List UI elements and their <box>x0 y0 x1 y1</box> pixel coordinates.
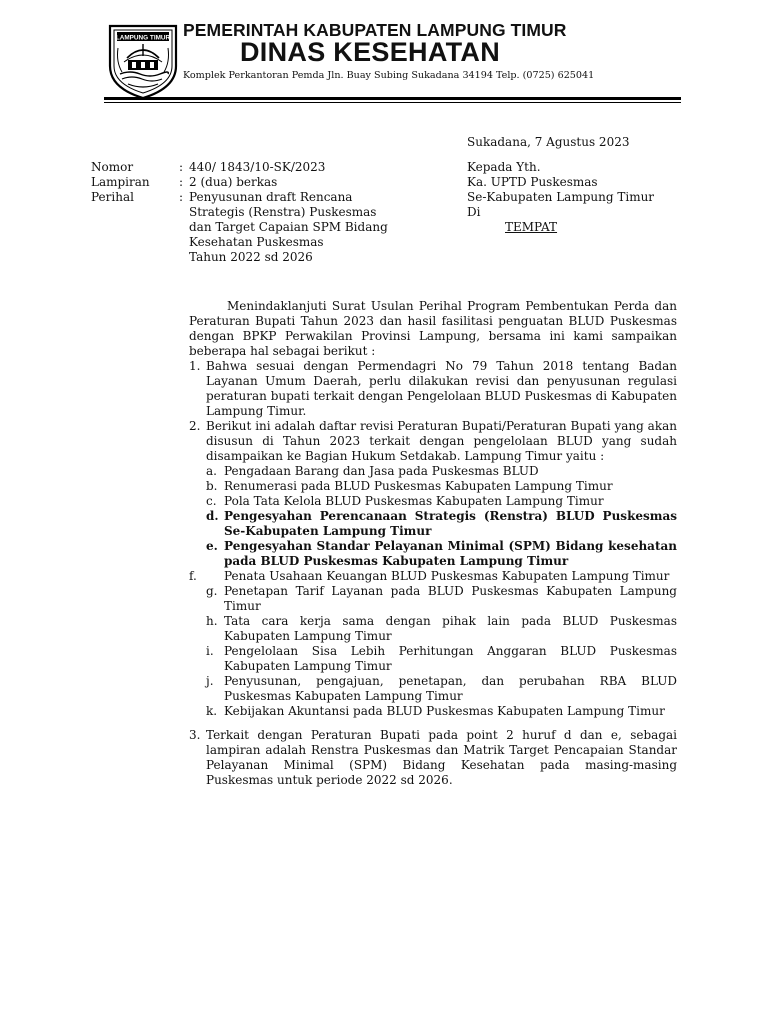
letterhead-agency-name: DINAS KESEHATAN <box>240 37 501 67</box>
list-item-text: Pola Tata Kelola BLUD Puskesmas Kabupaten Lampung Timur <box>224 494 604 508</box>
list-item-letter: g. <box>206 584 218 598</box>
meta-row-lampiran <box>91 175 411 190</box>
lampung-timur-emblem-icon <box>106 22 180 100</box>
list-item-text: Pengesyahan Perencanaan Strategis (Renstra) BLUD Puskesmas Se-Kabupaten Lampung Timur <box>224 509 677 538</box>
recipient-region: Se-Kabupaten Lampung Timur <box>467 190 655 204</box>
recipient-salutation: Kepada Yth. <box>467 160 541 174</box>
list-item-text: Penyusunan, pengajuan, penetapan, dan perubahan RBA BLUD Puskesmas Kabupaten Lampung Timur <box>224 674 677 703</box>
list-item <box>206 509 677 539</box>
list-item-letter: b. <box>206 479 218 493</box>
list-item-text: Tata cara kerja sama dengan pihak lain pada BLUD Puskesmas Kabupaten Lampung Timur <box>224 614 677 643</box>
recipient-place: TEMPAT <box>505 220 558 234</box>
meta-perihal-text: Penyusunan draft Rencana Strategis (Renstra) Puskesmas dan Target Capaian SPM Bidang Kesehatan Puskesmas <box>189 190 388 249</box>
meta-value <box>189 190 399 265</box>
recipient-di: Di <box>467 205 481 219</box>
list-item <box>206 704 677 719</box>
meta-key: Nomor <box>91 160 134 174</box>
list-item <box>206 584 677 614</box>
meta-key: Perihal <box>91 190 134 204</box>
meta-sep: : <box>179 160 184 174</box>
list-item-text: Penetapan Tarif Layanan pada BLUD Puskesmas Kabupaten Lampung Timur <box>224 584 677 613</box>
list-item <box>206 464 677 479</box>
point-text: Berikut ini adalah daftar revisi Peraturan Bupati/Peraturan Bupati yang akan disusun di Tahun 2023 terkait dengan pengelolaan BLUD yang sudah disampaikan ke Bagian Hukum Setdakab. Lampung Timur yaitu : <box>206 419 677 463</box>
letterhead-divider-thin <box>104 102 681 103</box>
point-2 <box>189 419 677 464</box>
point-1 <box>189 359 677 419</box>
list-item-letter: k. <box>206 704 218 718</box>
list-item-letter: e. <box>206 539 218 553</box>
list-item <box>206 674 677 704</box>
list-item-letter: c. <box>206 494 217 508</box>
point-number: 3. <box>189 728 201 742</box>
list-item-text: Pengadaan Barang dan Jasa pada Puskesmas BLUD <box>224 464 539 478</box>
list-item <box>206 539 677 569</box>
meta-sep: : <box>179 190 184 204</box>
letter-body <box>189 299 677 788</box>
list-item <box>206 479 677 494</box>
list-item-text: Kebijakan Akuntansi pada BLUD Puskesmas Kabupaten Lampung Timur <box>224 704 665 718</box>
list-item <box>206 644 677 674</box>
letterhead-divider-thick <box>104 97 681 100</box>
point-number: 2. <box>189 419 201 433</box>
list-item-text: Renumerasi pada BLUD Puskesmas Kabupaten Lampung Timur <box>224 479 613 493</box>
logo-banner-text: LAMPUNG TIMUR <box>115 34 171 42</box>
intro-paragraph: Menindaklanjuti Surat Usulan Perihal Program Pembentukan Perda dan Peraturan Bupati Tahun 2023 dan hasil fasilitasi penguatan BLUD Puskesmas dengan BPKP Perwakilan Provinsi Lampung, bersama ini kami sampaikan beberapa hal sebagai berikut : <box>189 299 677 358</box>
letter-date: Sukadana, 7 Agustus 2023 <box>467 135 630 149</box>
list-item <box>206 614 677 644</box>
meta-key: Lampiran <box>91 175 150 189</box>
meta-row-perihal <box>91 190 411 265</box>
list-item-letter: a. <box>206 464 217 478</box>
list-item <box>206 494 677 509</box>
recipient-block <box>467 160 687 235</box>
paragraph-gap <box>189 719 677 728</box>
list-item-text: Penata Usahaan Keuangan BLUD Puskesmas Kabupaten Lampung Timur <box>224 569 670 583</box>
list-item-letter: d. <box>206 509 219 523</box>
list-item-letter: j. <box>206 674 214 688</box>
letterhead-government-name: PEMERINTAH KABUPATEN LAMPUNG TIMUR <box>183 20 567 40</box>
point-number: 1. <box>189 359 201 373</box>
letterhead-address: Komplek Perkantoran Pemda Jln. Buay Subing Sukadana 34194 Telp. (0725) 625041 <box>183 70 595 81</box>
point-3 <box>189 728 677 788</box>
meta-row-nomor <box>91 160 411 175</box>
list-item-letter: f. <box>189 569 197 583</box>
point-text: Bahwa sesuai dengan Permendagri No 79 Tahun 2018 tentang Badan Layanan Umum Daerah, perlu dilakukan revisi dan penyusunan regulasi peraturan bupati terkait dengan Pengelolaan BLUD Puskesmas di Kabupaten Lampung Timur. <box>206 359 677 418</box>
recipient-title: Ka. UPTD Puskesmas <box>467 175 598 189</box>
meta-perihal-years: Tahun 2022 sd 2026 <box>189 250 313 264</box>
letter-meta <box>91 160 411 265</box>
meta-sep: : <box>179 175 184 189</box>
list-item-text: Pengesyahan Standar Pelayanan Minimal (SPM) Bidang kesehatan pada BLUD Puskesmas Kabupaten Lampung Timur <box>224 539 677 568</box>
meta-value: 440/ 1843/10-SK/2023 <box>189 160 326 174</box>
list-item-letter: i. <box>206 644 214 658</box>
list-item-letter: h. <box>206 614 218 628</box>
list-item-text: Pengelolaan Sisa Lebih Perhitungan Anggaran BLUD Puskesmas Kabupaten Lampung Timur <box>224 644 677 673</box>
list-item <box>189 569 677 584</box>
point-text: Terkait dengan Peraturan Bupati pada point 2 huruf d dan e, sebagai lampiran adalah Renstra Puskesmas dan Matrik Target Pencapaian Standar Pelayanan Minimal (SPM) Bidang Kesehatan pada masing-masing Puskesmas untuk periode 2022 sd 2026. <box>206 728 677 787</box>
meta-value: 2 (dua) berkas <box>189 175 278 189</box>
